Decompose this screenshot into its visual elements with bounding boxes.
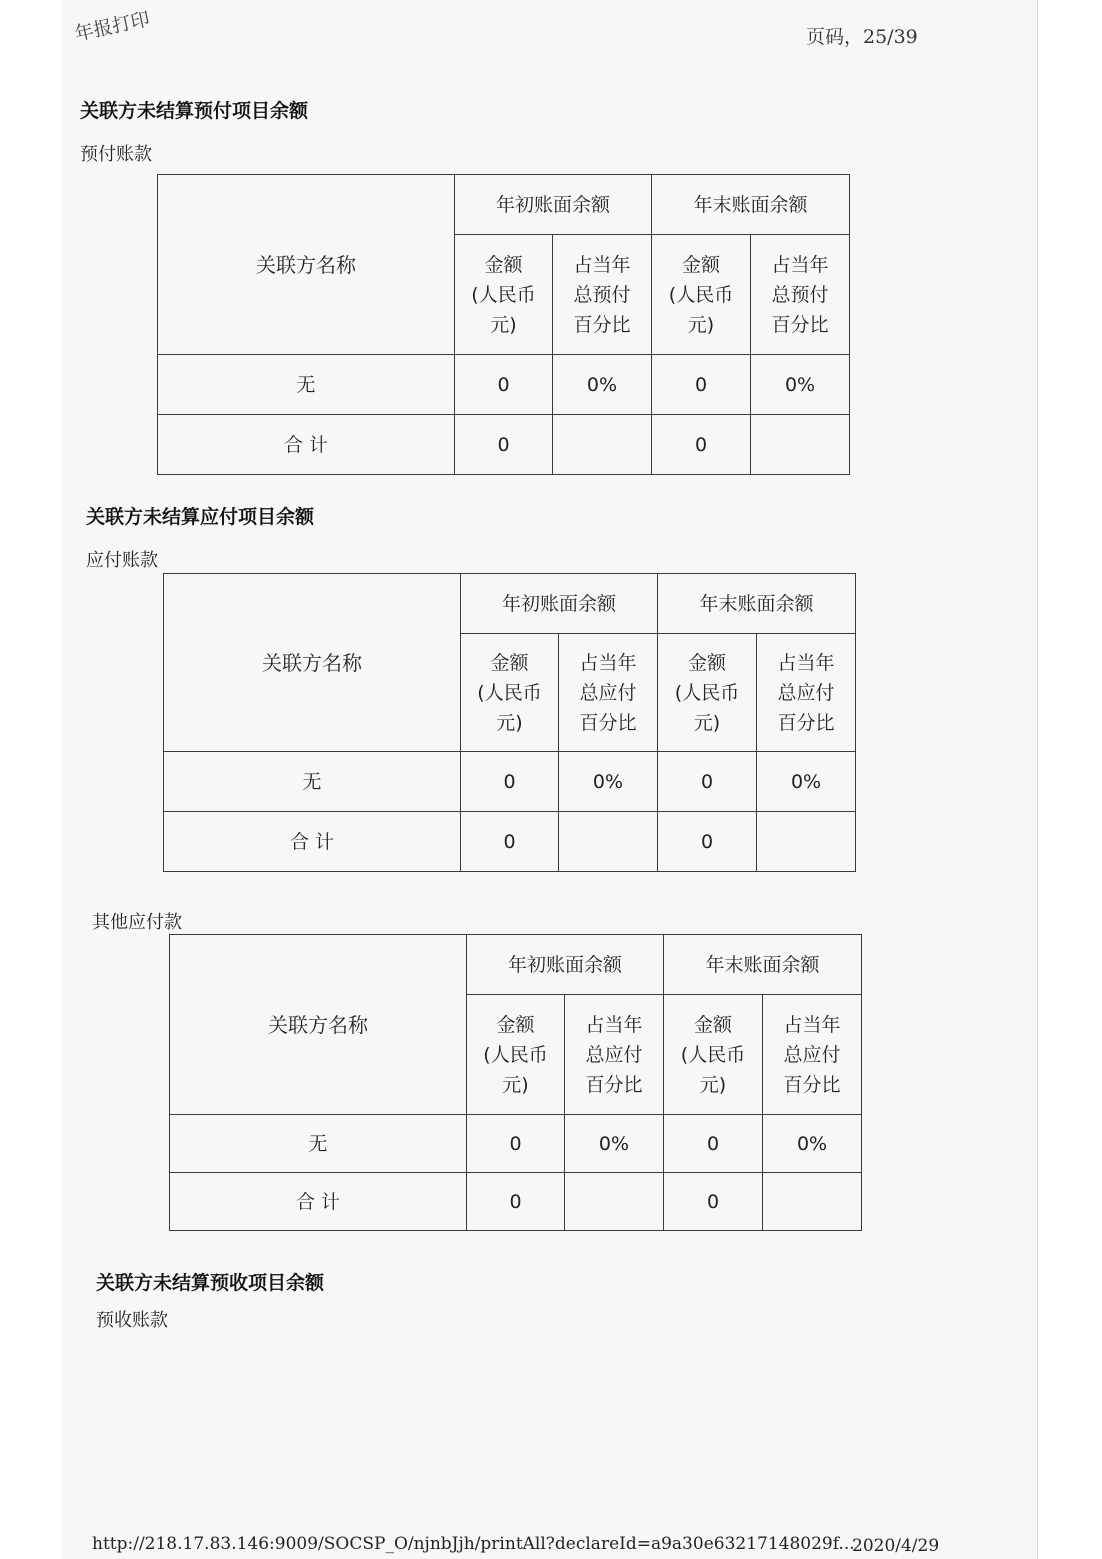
cell-begin-pct bbox=[565, 1173, 664, 1231]
table-row bbox=[164, 752, 856, 812]
cell-end-pct bbox=[757, 812, 856, 872]
subtitle-other-payable: 其他应付款 bbox=[92, 912, 182, 933]
subtitle-receivable: 预收账款 bbox=[96, 1310, 168, 1331]
other-payable-table bbox=[169, 934, 862, 1231]
col-header-begin-pct: 占当年 总预付 百分比 bbox=[553, 235, 652, 355]
col-header-name: 关联方名称 bbox=[170, 935, 467, 1115]
cell-begin-pct bbox=[559, 812, 658, 872]
cell-end-amount: 0 bbox=[658, 812, 757, 872]
col-header-end-amount: 金额 (人民币 元) bbox=[652, 235, 751, 355]
cell-begin-amount: 0 bbox=[455, 355, 553, 415]
cell-begin-pct: 0% bbox=[553, 355, 652, 415]
subtitle-payable: 应付账款 bbox=[86, 550, 158, 571]
cell-begin-pct: 0% bbox=[565, 1115, 664, 1173]
col-header-begin: 年初账面余额 bbox=[461, 574, 658, 634]
cell-name: 无 bbox=[164, 752, 461, 812]
subtitle-prepaid: 预付账款 bbox=[80, 144, 152, 165]
col-header-begin-amount: 金额 (人民币 元) bbox=[467, 995, 565, 1115]
col-header-end: 年末账面余额 bbox=[664, 935, 862, 995]
table-row-total bbox=[158, 415, 850, 475]
cell-name: 无 bbox=[158, 355, 455, 415]
col-header-end-amount: 金额 (人民币 元) bbox=[664, 995, 763, 1115]
payable-table bbox=[163, 573, 856, 872]
col-header-end: 年末账面余额 bbox=[652, 175, 850, 235]
cell-end-amount: 0 bbox=[664, 1115, 763, 1173]
cell-begin-amount: 0 bbox=[461, 752, 559, 812]
col-header-begin-pct: 占当年 总应付 百分比 bbox=[559, 634, 658, 752]
cell-name: 合 计 bbox=[170, 1173, 467, 1231]
print-header-label: 年报打印 bbox=[72, 8, 152, 46]
cell-name: 合 计 bbox=[164, 812, 461, 872]
cell-name: 无 bbox=[170, 1115, 467, 1173]
cell-end-pct bbox=[751, 415, 850, 475]
table-row bbox=[170, 1115, 862, 1173]
cell-end-amount: 0 bbox=[658, 752, 757, 812]
cell-begin-amount: 0 bbox=[467, 1173, 565, 1231]
table-row-total bbox=[164, 812, 856, 872]
cell-name: 合 计 bbox=[158, 415, 455, 475]
section-title-prepaid: 关联方未结算预付项目余额 bbox=[80, 100, 309, 122]
cell-begin-pct: 0% bbox=[559, 752, 658, 812]
cell-end-pct: 0% bbox=[751, 355, 850, 415]
footer-date: 2020/4/29 bbox=[852, 1536, 940, 1556]
section-title-payable: 关联方未结算应付项目余额 bbox=[86, 506, 315, 528]
cell-begin-pct bbox=[553, 415, 652, 475]
cell-begin-amount: 0 bbox=[467, 1115, 565, 1173]
footer-url: http://218.17.83.146:9009/SOCSP_O/njnbJjh/printAll?declareId=a9a30e63217148029f... bbox=[92, 1534, 855, 1554]
col-header-begin-amount: 金额 (人民币 元) bbox=[455, 235, 553, 355]
section-title-receivable: 关联方未结算预收项目余额 bbox=[96, 1272, 325, 1294]
col-header-begin-amount: 金额 (人民币 元) bbox=[461, 634, 559, 752]
col-header-end-pct: 占当年 总预付 百分比 bbox=[751, 235, 850, 355]
cell-begin-amount: 0 bbox=[461, 812, 559, 872]
col-header-name: 关联方名称 bbox=[164, 574, 461, 752]
col-header-begin: 年初账面余额 bbox=[467, 935, 664, 995]
cell-end-pct bbox=[763, 1173, 862, 1231]
table-row-total bbox=[170, 1173, 862, 1231]
col-header-end-pct: 占当年 总应付 百分比 bbox=[757, 634, 856, 752]
col-header-begin: 年初账面余额 bbox=[455, 175, 652, 235]
table-row bbox=[158, 355, 850, 415]
cell-end-amount: 0 bbox=[652, 355, 751, 415]
col-header-end-pct: 占当年 总应付 百分比 bbox=[763, 995, 862, 1115]
col-header-name: 关联方名称 bbox=[158, 175, 455, 355]
prepaid-table bbox=[157, 174, 850, 475]
col-header-end-amount: 金额 (人民币 元) bbox=[658, 634, 757, 752]
cell-end-amount: 0 bbox=[664, 1173, 763, 1231]
cell-end-amount: 0 bbox=[652, 415, 751, 475]
page-number: 页码，25/39 bbox=[806, 26, 918, 48]
cell-end-pct: 0% bbox=[757, 752, 856, 812]
cell-end-pct: 0% bbox=[763, 1115, 862, 1173]
cell-begin-amount: 0 bbox=[455, 415, 553, 475]
col-header-begin-pct: 占当年 总应付 百分比 bbox=[565, 995, 664, 1115]
col-header-end: 年末账面余额 bbox=[658, 574, 856, 634]
